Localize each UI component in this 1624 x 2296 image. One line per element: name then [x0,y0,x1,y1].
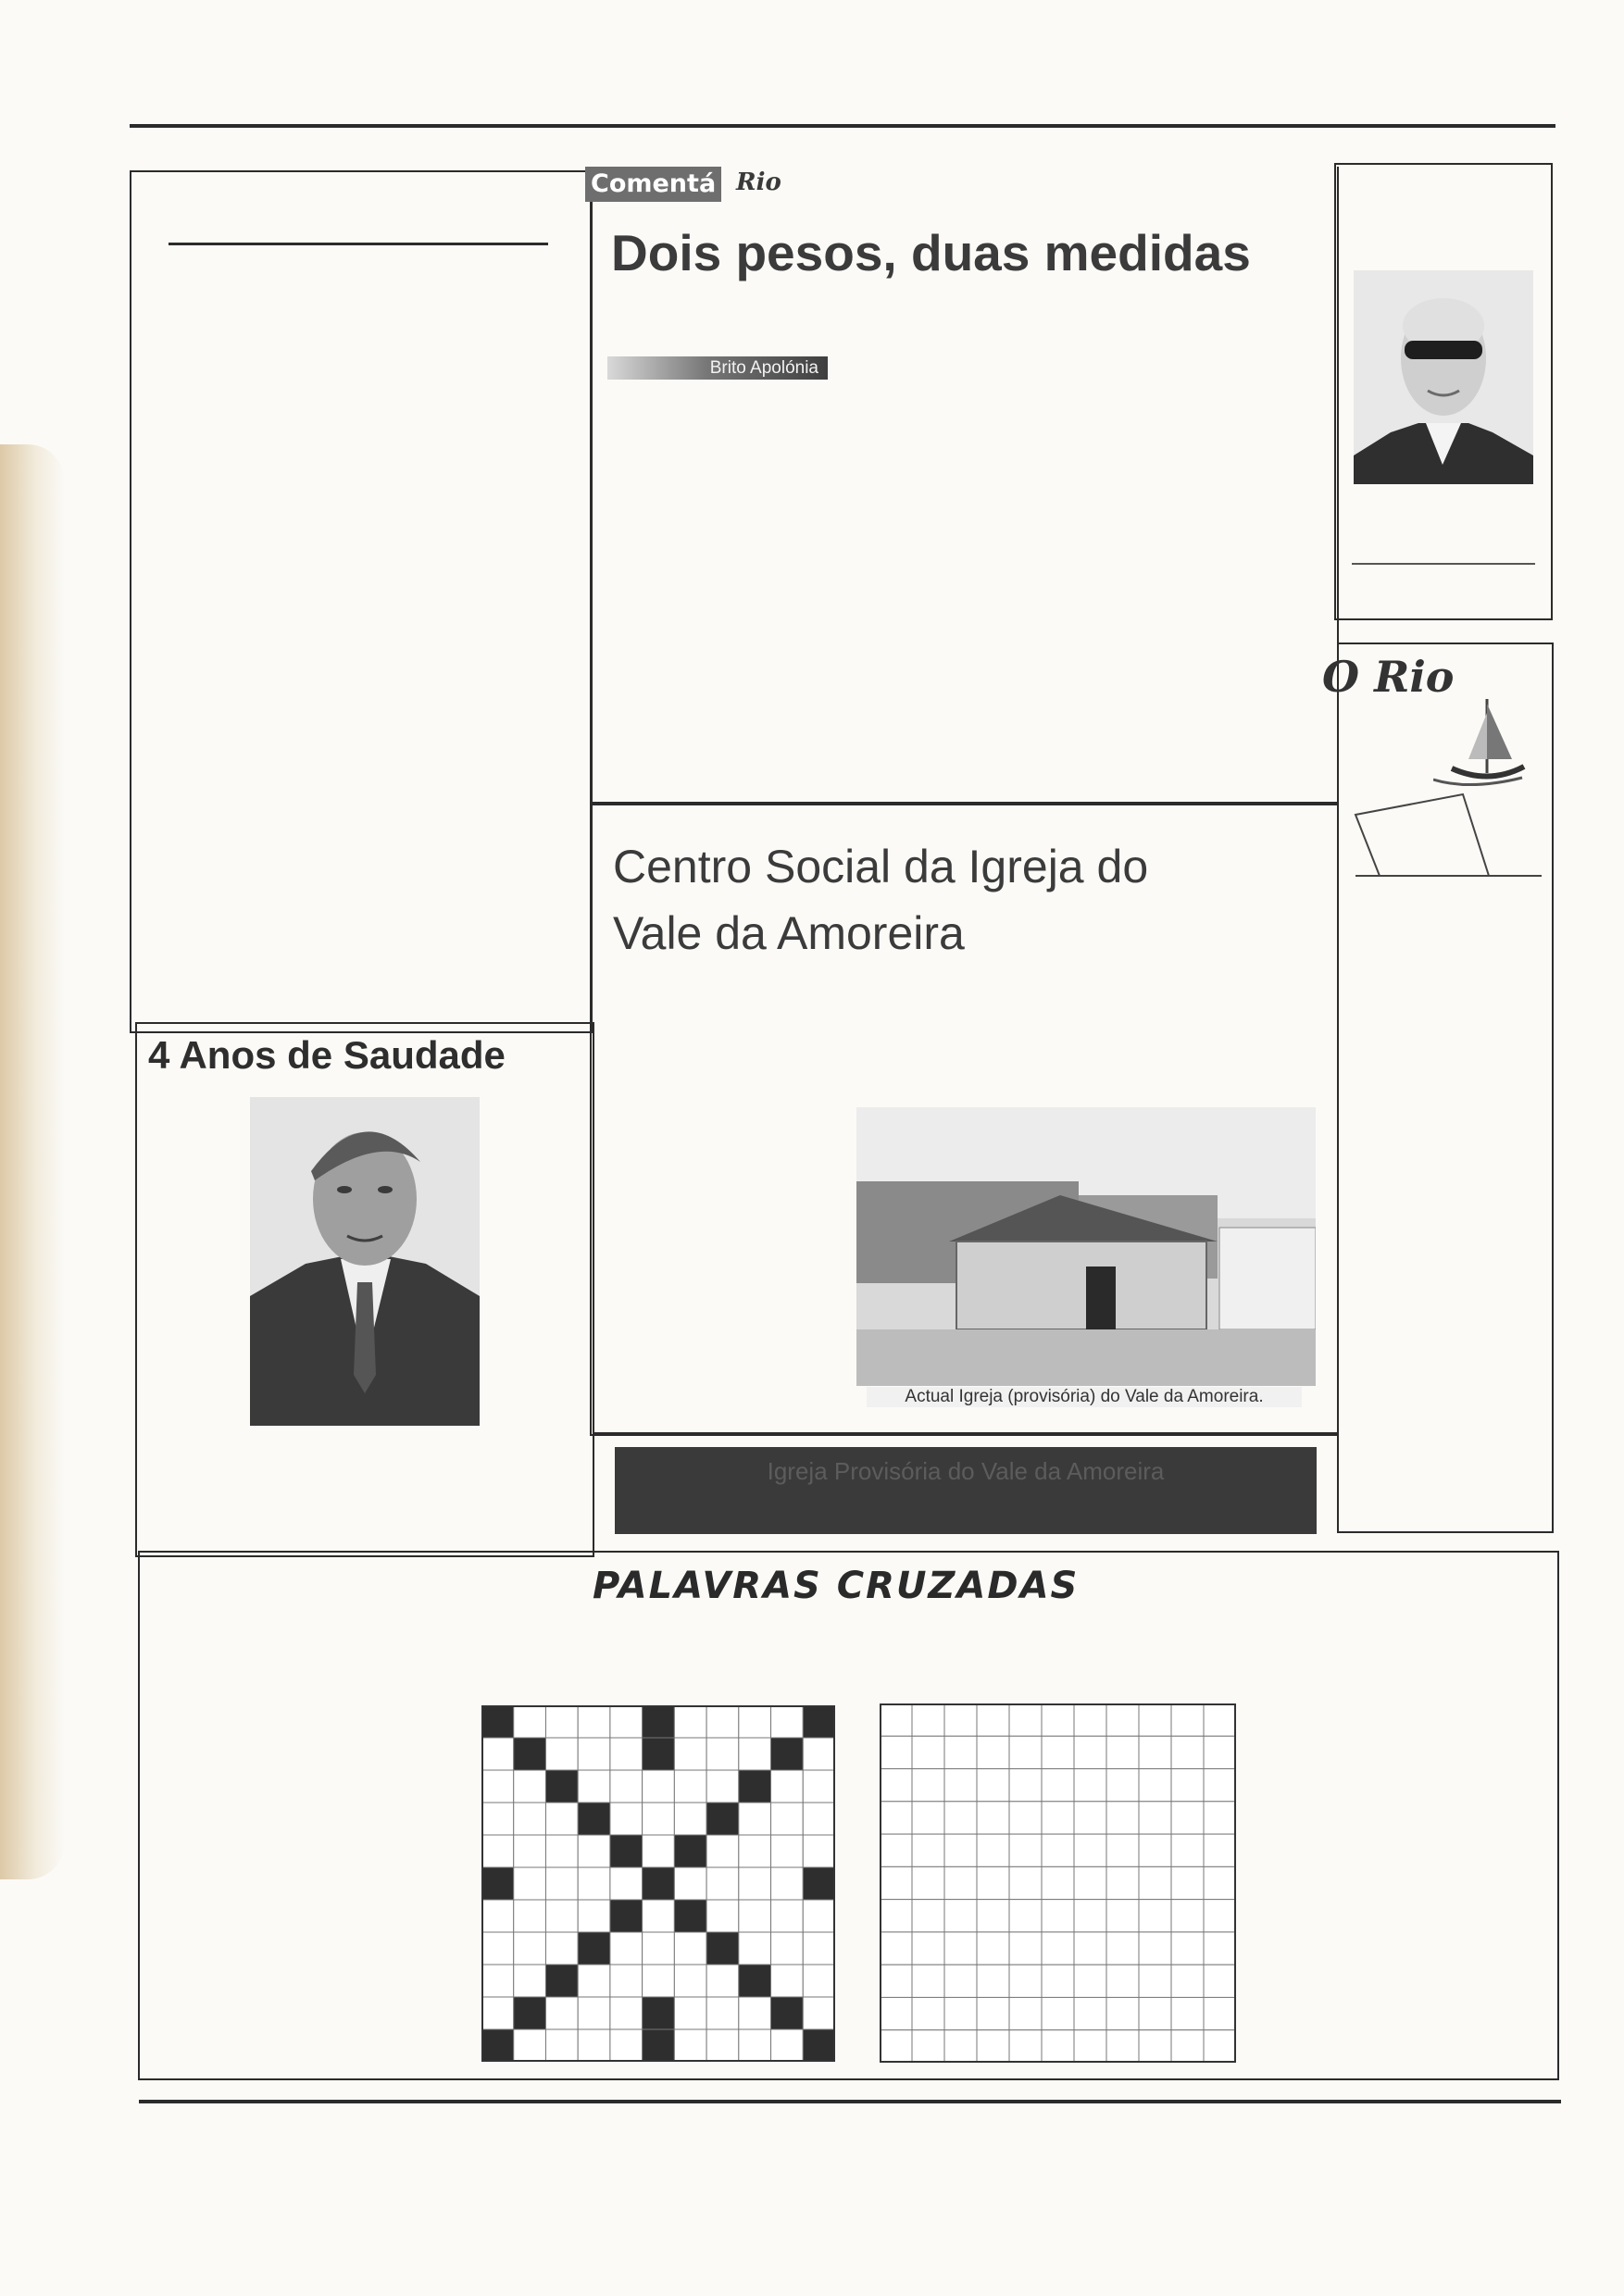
crossword-cell[interactable] [880,1932,912,1965]
crossword-cell[interactable] [977,2030,1009,2063]
crossword-cell[interactable] [1171,1802,1204,1834]
crossword-cell[interactable] [674,1705,706,1738]
crossword-cell[interactable] [944,1965,977,1997]
crossword-cell[interactable] [739,1835,771,1867]
crossword-cell[interactable] [1171,1932,1204,1965]
crossword-cell[interactable] [1139,1703,1171,1736]
crossword-cell[interactable] [739,1900,771,1932]
crossword-cell[interactable] [1074,1834,1106,1866]
crossword-cell[interactable] [1106,1802,1139,1834]
crossword-cell[interactable] [803,1900,835,1932]
church-photo-caption: Actual Igreja (provisória) do Vale da Amoreira. [867,1387,1302,1407]
crossword-cell[interactable] [977,1802,1009,1834]
crossword-cell[interactable] [545,1738,578,1770]
crossword-cell[interactable] [1139,1866,1171,1899]
crossword-cell[interactable] [1139,1997,1171,2029]
crossword-cell[interactable] [674,1738,706,1770]
crossword-cell[interactable] [880,1965,912,1997]
crossword-cell[interactable] [1139,1802,1171,1834]
crossword-cell[interactable] [706,1867,739,1900]
crossword-cell[interactable] [1171,1997,1204,2029]
crossword-cell[interactable] [771,1867,804,1900]
crossword-cell[interactable] [610,1705,643,1738]
crossword-cell[interactable] [610,1867,643,1900]
crossword-cell[interactable] [977,1997,1009,2029]
crossword-cell[interactable] [739,1997,771,2029]
crossword-cell[interactable] [674,1965,706,1997]
left-column-box [130,170,593,1033]
crossword-cell[interactable] [610,1997,643,2029]
sailboat-icon [1433,694,1526,801]
crossword-black-cell [771,1738,804,1770]
crossword-cell[interactable] [739,1803,771,1835]
columnist-photo [1354,270,1533,484]
church-photo [856,1107,1316,1386]
crossword-cell[interactable] [514,1770,546,1803]
crossword-black-cell [739,1965,771,1997]
crossword-cell[interactable] [977,1703,1009,1736]
crossword-cell[interactable] [643,1900,675,1932]
crossword-cell[interactable] [944,1997,977,2029]
crossword-cell[interactable] [706,1770,739,1803]
crossword-cell[interactable] [1204,1997,1236,2029]
crossword-black-cell [706,1932,739,1965]
crossword-cell[interactable] [514,1867,546,1900]
orio-logo-text: O Rio [1322,652,1455,702]
crossword-cell[interactable] [912,1834,944,1866]
crossword-cell[interactable] [912,1802,944,1834]
banner: Igreja Provisória do Vale da Amoreira [615,1447,1317,1534]
crossword-cell[interactable] [578,1997,610,2029]
crossword-black-cell [545,1965,578,1997]
crossword-cell[interactable] [1074,1769,1106,1802]
crossword-cell[interactable] [481,1738,514,1770]
crossword-cell[interactable] [481,1997,514,2029]
crossword-cell[interactable] [1074,1965,1106,1997]
crossword-cell[interactable] [1074,1736,1106,1768]
crossword-cell[interactable] [1009,1736,1042,1768]
crossword-cell[interactable] [545,1932,578,1965]
crossword-cell[interactable] [880,1802,912,1834]
crossword-cell[interactable] [578,1965,610,1997]
crossword-black-cell [643,1705,675,1738]
crossword-cell[interactable] [739,1738,771,1770]
crossword-cell[interactable] [514,1965,546,1997]
crossword-cell[interactable] [1074,1802,1106,1834]
crossword-cell[interactable] [1204,1866,1236,1899]
crossword-cell[interactable] [1009,1997,1042,2029]
crossword-cell[interactable] [912,1900,944,1932]
crossword-cell[interactable] [1074,1866,1106,1899]
crossword-cell[interactable] [1204,1703,1236,1736]
crossword-black-cell [803,2029,835,2062]
crossword-cell[interactable] [1106,1997,1139,2029]
columnist-rule [1352,563,1535,565]
crossword-cell[interactable] [803,1965,835,1997]
crossword-black-cell [514,1738,546,1770]
crossword-cell[interactable] [803,1738,835,1770]
crossword-cell[interactable] [1204,1736,1236,1768]
crossword-cell[interactable] [803,1835,835,1867]
crossword-cell[interactable] [1139,1965,1171,1997]
centro-social-headline-wrap [613,833,1317,967]
crossword-black-cell [578,1932,610,1965]
crossword-cell[interactable] [545,1997,578,2029]
crossword-cell[interactable] [1139,2030,1171,2063]
crossword-cell[interactable] [1204,2030,1236,2063]
crossword-cell[interactable] [1171,1769,1204,1802]
crossword-cell[interactable] [706,2029,739,2062]
crossword-cell[interactable] [545,1835,578,1867]
crossword-black-cell [739,1770,771,1803]
crossword-cell[interactable] [610,1738,643,1770]
crossword-cell[interactable] [1042,1736,1074,1768]
crossword-solution-grid[interactable] [880,1703,1236,2063]
crossword-cell[interactable] [514,1835,546,1867]
crossword-cell[interactable] [1204,1802,1236,1834]
crossword-cell[interactable] [880,2030,912,2063]
crossword-cell[interactable] [1106,2030,1139,2063]
crossword-black-cell [643,1738,675,1770]
crossword-cell[interactable] [977,1736,1009,1768]
crossword-cell[interactable] [706,1997,739,2029]
crossword-cell[interactable] [1139,1900,1171,1932]
crossword-cell[interactable] [912,1932,944,1965]
crossword-black-cell [610,1900,643,1932]
crossword-cell[interactable] [803,1803,835,1835]
crossword-cell[interactable] [1042,2030,1074,2063]
crossword-cell[interactable] [1204,1834,1236,1866]
crossword-cell[interactable] [610,1932,643,1965]
crossword-cell[interactable] [578,2029,610,2062]
crossword-cell[interactable] [1042,1932,1074,1965]
crossword-black-cell [578,1803,610,1835]
crossword-cell[interactable] [771,1932,804,1965]
comentario-headline-wrap [611,222,1315,283]
crossword-cell[interactable] [771,1900,804,1932]
crossword-black-cell [643,1867,675,1900]
crossword-cell[interactable] [1171,1834,1204,1866]
crossword-black-cell [643,2029,675,2062]
crossword-black-cell [674,1835,706,1867]
crossword-cell[interactable] [880,1703,912,1736]
memorial-photo [250,1097,480,1426]
crossword-cell[interactable] [1009,1866,1042,1899]
crossword-cell[interactable] [481,1932,514,1965]
crossword-cell[interactable] [514,1803,546,1835]
crossword-cell[interactable] [944,2030,977,2063]
crossword-black-cell [803,1705,835,1738]
crossword-cell[interactable] [944,1802,977,1834]
crossword-cell[interactable] [1139,1736,1171,1768]
paper-stain [0,444,65,1879]
crossword-cell[interactable] [545,1803,578,1835]
crossword-cell[interactable] [1042,1802,1074,1834]
crossword-cell[interactable] [1009,1965,1042,1997]
crossword-cell[interactable] [977,1932,1009,1965]
crossword-cell[interactable] [1106,1866,1139,1899]
crossword-cell[interactable] [481,1803,514,1835]
crossword-cell[interactable] [1171,1736,1204,1768]
crossword-black-cell [771,1997,804,2029]
crossword-cell[interactable] [610,1803,643,1835]
crossword-cell[interactable] [1074,1703,1106,1736]
crossword-cell[interactable] [643,1965,675,1997]
crossword-cell[interactable] [1106,1834,1139,1866]
crossword-cell[interactable] [610,1770,643,1803]
crossword-cell[interactable] [1204,1932,1236,1965]
byline: Brito Apolónia [607,356,828,380]
crossword-cell[interactable] [1171,1703,1204,1736]
comentario-headline: Dois pesos, duas medidas [611,224,1251,281]
crossword-cell[interactable] [706,1965,739,1997]
crossword-cell[interactable] [643,1803,675,1835]
crossword-cell[interactable] [1009,1932,1042,1965]
crossword-cell[interactable] [1171,1900,1204,1932]
crossword-cell[interactable] [578,1835,610,1867]
crossword-cell[interactable] [912,1703,944,1736]
crossword-cell[interactable] [912,1866,944,1899]
crossword-black-cell [803,1867,835,1900]
crossword-cell[interactable] [1204,1769,1236,1802]
banner-top-rule [593,1432,1339,1434]
crossword-cell[interactable] [514,1900,546,1932]
crossword-cell[interactable] [674,2029,706,2062]
crossword-cell[interactable] [977,1769,1009,1802]
crossword-cell[interactable] [771,1835,804,1867]
crossword-cell[interactable] [706,1900,739,1932]
crossword-cell[interactable] [771,2029,804,2062]
crossword-cell[interactable] [1009,1703,1042,1736]
crossword-cell[interactable] [912,2030,944,2063]
crossword-cell[interactable] [912,1965,944,1997]
crossword-cell[interactable] [674,1867,706,1900]
crossword-cell[interactable] [944,1932,977,1965]
crossword-cell[interactable] [1204,1900,1236,1932]
crossword-cell[interactable] [1106,1900,1139,1932]
crossword-cell[interactable] [481,1835,514,1867]
crossword-cell[interactable] [880,1900,912,1932]
crossword-cell[interactable] [1171,1866,1204,1899]
crossword-black-cell [674,1900,706,1932]
crossword-cell[interactable] [880,1834,912,1866]
comentario-tag-rio: Rio [736,168,781,196]
top-rule [130,124,1555,128]
crossword-cell[interactable] [803,1997,835,2029]
crossword-cell[interactable] [1009,1802,1042,1834]
crossword-cell[interactable] [1009,1834,1042,1866]
crossword-cell[interactable] [880,1736,912,1768]
crossword-cell[interactable] [739,1705,771,1738]
crossword-black-cell [514,1997,546,2029]
crossword-cell[interactable] [545,2029,578,2062]
crossword-cell[interactable] [610,1965,643,1997]
crossword-black-cell [643,1997,675,2029]
crossword-cell[interactable] [674,1997,706,2029]
crossword-cell[interactable] [912,1997,944,2029]
crossword-black-cell [481,2029,514,2062]
crossword-cell[interactable] [706,1738,739,1770]
left-column-rule [169,243,548,245]
crossword-cell[interactable] [481,1770,514,1803]
crossword-cell[interactable] [1139,1834,1171,1866]
crossword-cell[interactable] [545,1705,578,1738]
crossword-cell[interactable] [545,1867,578,1900]
crossword-cell[interactable] [771,1770,804,1803]
crossword-cell[interactable] [977,1834,1009,1866]
crossword-cell[interactable] [643,1835,675,1867]
crossword-cell[interactable] [643,1770,675,1803]
crossword-cell[interactable] [944,1900,977,1932]
crossword-cell[interactable] [1009,2030,1042,2063]
crossword-cell[interactable] [610,2029,643,2062]
crossword-cell[interactable] [1074,1932,1106,1965]
crossword-cell[interactable] [674,1932,706,1965]
crossword-cell[interactable] [1074,1997,1106,2029]
crossword-cell[interactable] [739,1867,771,1900]
crossword-cell[interactable] [771,1965,804,1997]
crossword-cell[interactable] [1171,2030,1204,2063]
crossword-cell[interactable] [803,1932,835,1965]
crossword-cell[interactable] [578,1705,610,1738]
memorial-heading: 4 Anos de Saudade [148,1033,506,1077]
crossword-cell[interactable] [545,1900,578,1932]
crossword-cell[interactable] [1106,1965,1139,1997]
crossword-cell[interactable] [706,1705,739,1738]
crossword-cell[interactable] [706,1835,739,1867]
crossword-cell[interactable] [1074,1900,1106,1932]
crossword-cell[interactable] [1106,1736,1139,1768]
orio-sketch-icon [1352,787,1546,884]
crossword-cell[interactable] [674,1770,706,1803]
crossword-box [138,1551,1559,2080]
centro-social-headline-line2: Vale da Amoreira [613,907,965,959]
crossword-cell[interactable] [880,1997,912,2029]
crossword-cell[interactable] [880,1769,912,1802]
crossword-cell[interactable] [481,1900,514,1932]
crossword-cell[interactable] [912,1736,944,1768]
crossword-cell[interactable] [1042,1866,1074,1899]
crossword-cell[interactable] [803,1770,835,1803]
crossword-cell[interactable] [578,1867,610,1900]
crossword-cell[interactable] [1074,2030,1106,2063]
crossword-cell[interactable] [771,1803,804,1835]
crossword-cell[interactable] [739,1932,771,1965]
crossword-cell[interactable] [1042,1703,1074,1736]
crossword-cell[interactable] [1042,1834,1074,1866]
crossword-title: PALAVRAS CRUZADAS [593,1565,1080,1607]
crossword-cell[interactable] [578,1738,610,1770]
bottom-rule [139,2100,1561,2103]
crossword-cell[interactable] [578,1900,610,1932]
crossword-cell[interactable] [1171,1965,1204,1997]
crossword-cell[interactable] [1204,1965,1236,1997]
crossword-cell[interactable] [1009,1900,1042,1932]
crossword-cell[interactable] [944,1736,977,1768]
crossword-cell[interactable] [1106,1932,1139,1965]
crossword-cell[interactable] [1009,1769,1042,1802]
crossword-cell[interactable] [1042,1900,1074,1932]
crossword-cell[interactable] [514,2029,546,2062]
crossword-cell[interactable] [643,1932,675,1965]
crossword-cell[interactable] [912,1769,944,1802]
crossword-cell[interactable] [481,1965,514,1997]
crossword-cell[interactable] [514,1932,546,1965]
crossword-black-cell [706,1803,739,1835]
crossword-cell[interactable] [514,1705,546,1738]
crossword-cell[interactable] [1139,1769,1171,1802]
crossword-cell[interactable] [977,1900,1009,1932]
crossword-cell[interactable] [1106,1703,1139,1736]
crossword-cell[interactable] [944,1769,977,1802]
crossword-cell[interactable] [578,1770,610,1803]
crossword-cell[interactable] [1139,1932,1171,1965]
crossword-cell[interactable] [944,1866,977,1899]
comentario-tag: Comentá [585,167,721,202]
crossword-black-cell [481,1867,514,1900]
crossword-black-cell [481,1705,514,1738]
crossword-cell[interactable] [1042,1769,1074,1802]
crossword-cell[interactable] [739,2029,771,2062]
crossword-black-cell [610,1835,643,1867]
centro-social-headline-line1: Centro Social da Igreja do [613,841,1149,892]
crossword-black-cell [545,1770,578,1803]
crossword-cell[interactable] [944,1703,977,1736]
crossword-cell[interactable] [1106,1769,1139,1802]
crossword-cell[interactable] [977,1866,1009,1899]
crossword-cell[interactable] [771,1705,804,1738]
crossword-cell[interactable] [674,1803,706,1835]
crossword-cell[interactable] [977,1965,1009,1997]
crossword-cell[interactable] [1042,1965,1074,1997]
crossword-grid[interactable] [481,1705,835,2062]
crossword-cell[interactable] [1042,1997,1074,2029]
crossword-cell[interactable] [880,1866,912,1899]
crossword-cell[interactable] [944,1834,977,1866]
